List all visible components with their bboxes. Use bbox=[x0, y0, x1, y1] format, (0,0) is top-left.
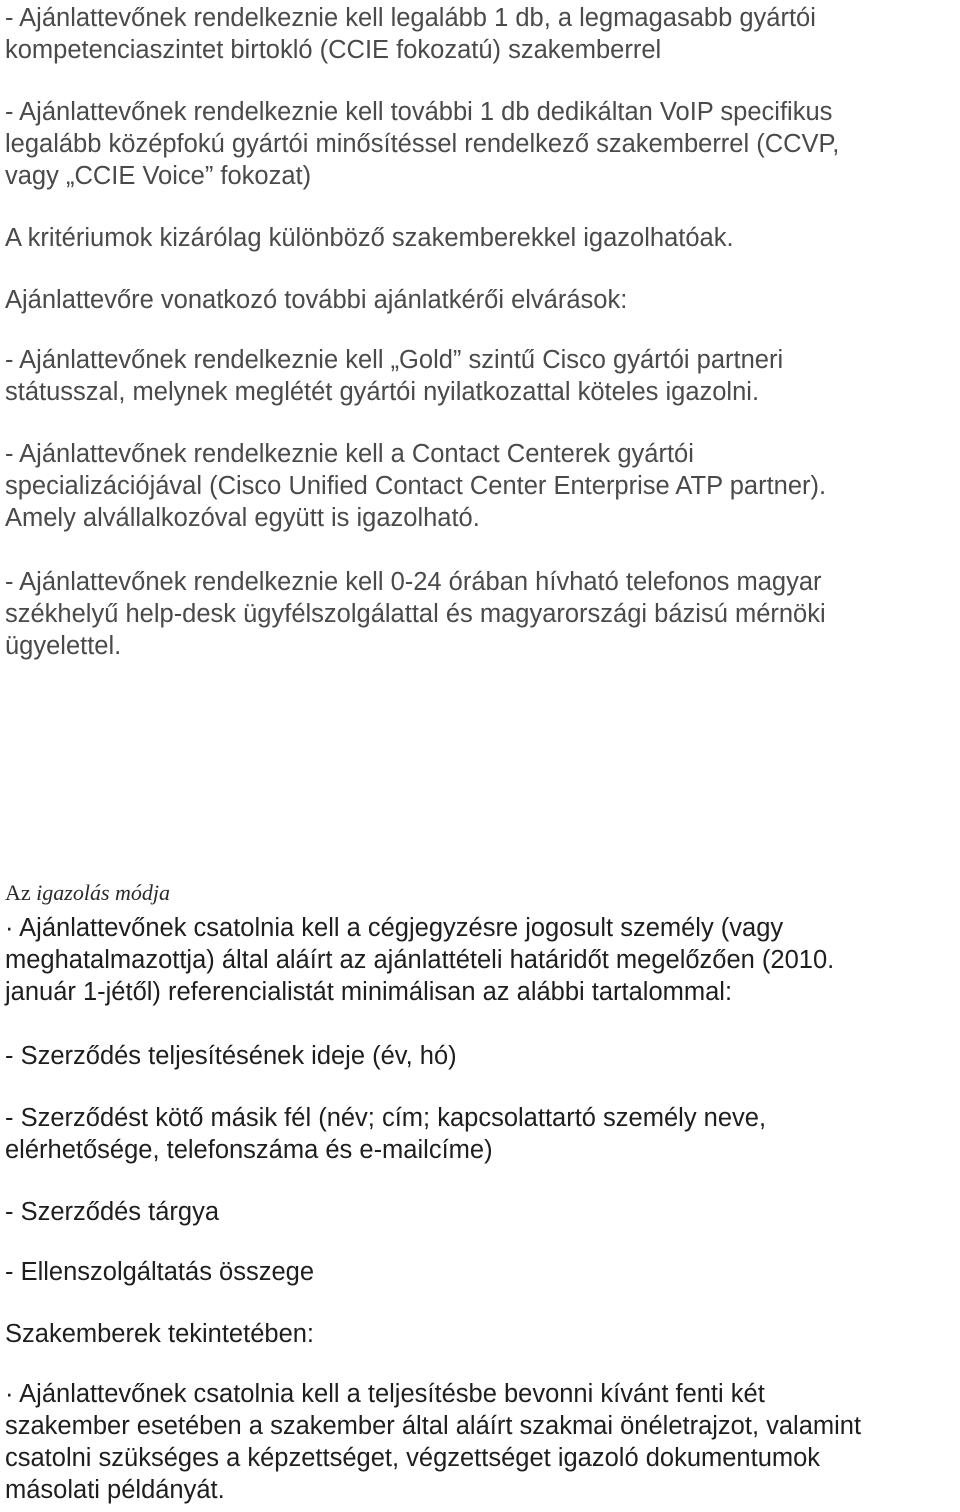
text-line: elérhetősége, telefonszáma és e-mailcíme) bbox=[5, 1136, 493, 1164]
text-line: specializációjával (Cisco Unified Contact Center Enterprise ATP partner). bbox=[5, 472, 827, 500]
text-line: státusszal, melynek meglétét gyártói nyilatkozattal köteles igazolni. bbox=[5, 378, 760, 406]
text-line: · Ajánlattevőnek csatolnia kell a teljesítésbe bevonni kívánt fenti két bbox=[5, 1380, 765, 1408]
requirement-gold-partner-paragraph bbox=[5, 344, 960, 408]
list-item-consideration-amount bbox=[5, 1256, 960, 1288]
list-item-contract-party bbox=[5, 1102, 960, 1166]
requirement-helpdesk-paragraph bbox=[5, 566, 960, 662]
text-line: január 1-jétől) referencialistát minimálisan az alábbi tartalommal: bbox=[5, 978, 733, 1006]
text-line: másolati példányát. bbox=[5, 1476, 225, 1504]
text-line: · Ajánlattevőnek csatolnia kell a cégjegyzésre jogosult személy (vagy bbox=[5, 914, 784, 942]
list-item-contract-date bbox=[5, 1040, 960, 1072]
criteria-note-paragraph bbox=[5, 222, 960, 254]
text-line: székhelyű help-desk ügyfélszolgálattal és magyarországi bázisú mérnöki bbox=[5, 600, 826, 628]
text-line: - Ajánlattevőnek rendelkeznie kell további 1 db dedikáltan VoIP specifikus bbox=[5, 98, 833, 126]
text-line: ügyelettel. bbox=[5, 632, 122, 660]
text-line: - Ajánlattevőnek rendelkeznie kell „Gold” szintű Cisco gyártói partneri bbox=[5, 346, 784, 374]
text-line: legalább középfokú gyártói minősítéssel rendelkező szakemberrel (CCVP, bbox=[5, 130, 840, 158]
text-line: Amely alvállalkozóval együtt is igazolható. bbox=[5, 504, 480, 532]
text-line: - Ellenszolgáltatás összege bbox=[5, 1258, 315, 1286]
requirement-ccie-paragraph bbox=[5, 2, 960, 66]
further-requirements-heading bbox=[5, 284, 960, 316]
text-line: szakember esetében a szakember által aláírt szakmai önéletrajzot, valamint bbox=[5, 1412, 862, 1440]
requirement-voip-paragraph bbox=[5, 96, 960, 192]
list-item-contract-subject bbox=[5, 1196, 960, 1228]
requirement-contact-center-paragraph bbox=[5, 438, 960, 534]
text-line: - Ajánlattevőnek rendelkeznie kell 0-24 órában hívható telefonos magyar bbox=[5, 568, 822, 596]
caption-rest: igazolás módja bbox=[36, 880, 171, 905]
text-line: - Ajánlattevőnek rendelkeznie kell a Contact Centerek gyártói bbox=[5, 440, 694, 468]
text-line: meghatalmazottja) által aláírt az ajánlattételi határidőt megelőzően (2010. bbox=[5, 946, 835, 974]
text-line: - Szerződést kötő másik fél (név; cím; kapcsolattartó személy neve, bbox=[5, 1104, 767, 1132]
reference-list-paragraph bbox=[5, 912, 960, 1008]
text-line: csatolni szükséges a képzettséget, végzettséget igazoló dokumentumok bbox=[5, 1444, 821, 1472]
text-line: Szakemberek tekintetében: bbox=[5, 1320, 315, 1348]
text-line: - Ajánlattevőnek rendelkeznie kell legalább 1 db, a legmagasabb gyártói bbox=[5, 4, 816, 32]
caption-prefix: Az bbox=[5, 880, 31, 905]
text-line: kompetenciaszintet birtokló (CCIE fokozatú) szakemberrel bbox=[5, 36, 662, 64]
text-line: A kritériumok kizárólag különböző szakemberekkel igazolhatóak. bbox=[5, 224, 734, 252]
experts-heading bbox=[5, 1318, 960, 1350]
text-line: - Szerződés teljesítésének ideje (év, hó) bbox=[5, 1042, 457, 1070]
experts-documents-paragraph bbox=[5, 1378, 960, 1506]
verification-method-heading bbox=[5, 878, 170, 908]
text-line: - Szerződés tárgya bbox=[5, 1198, 220, 1226]
text-line: Ajánlattevőre vonatkozó további ajánlatkérői elvárások: bbox=[5, 286, 628, 314]
text-line: vagy „CCIE Voice” fokozat) bbox=[5, 162, 312, 190]
